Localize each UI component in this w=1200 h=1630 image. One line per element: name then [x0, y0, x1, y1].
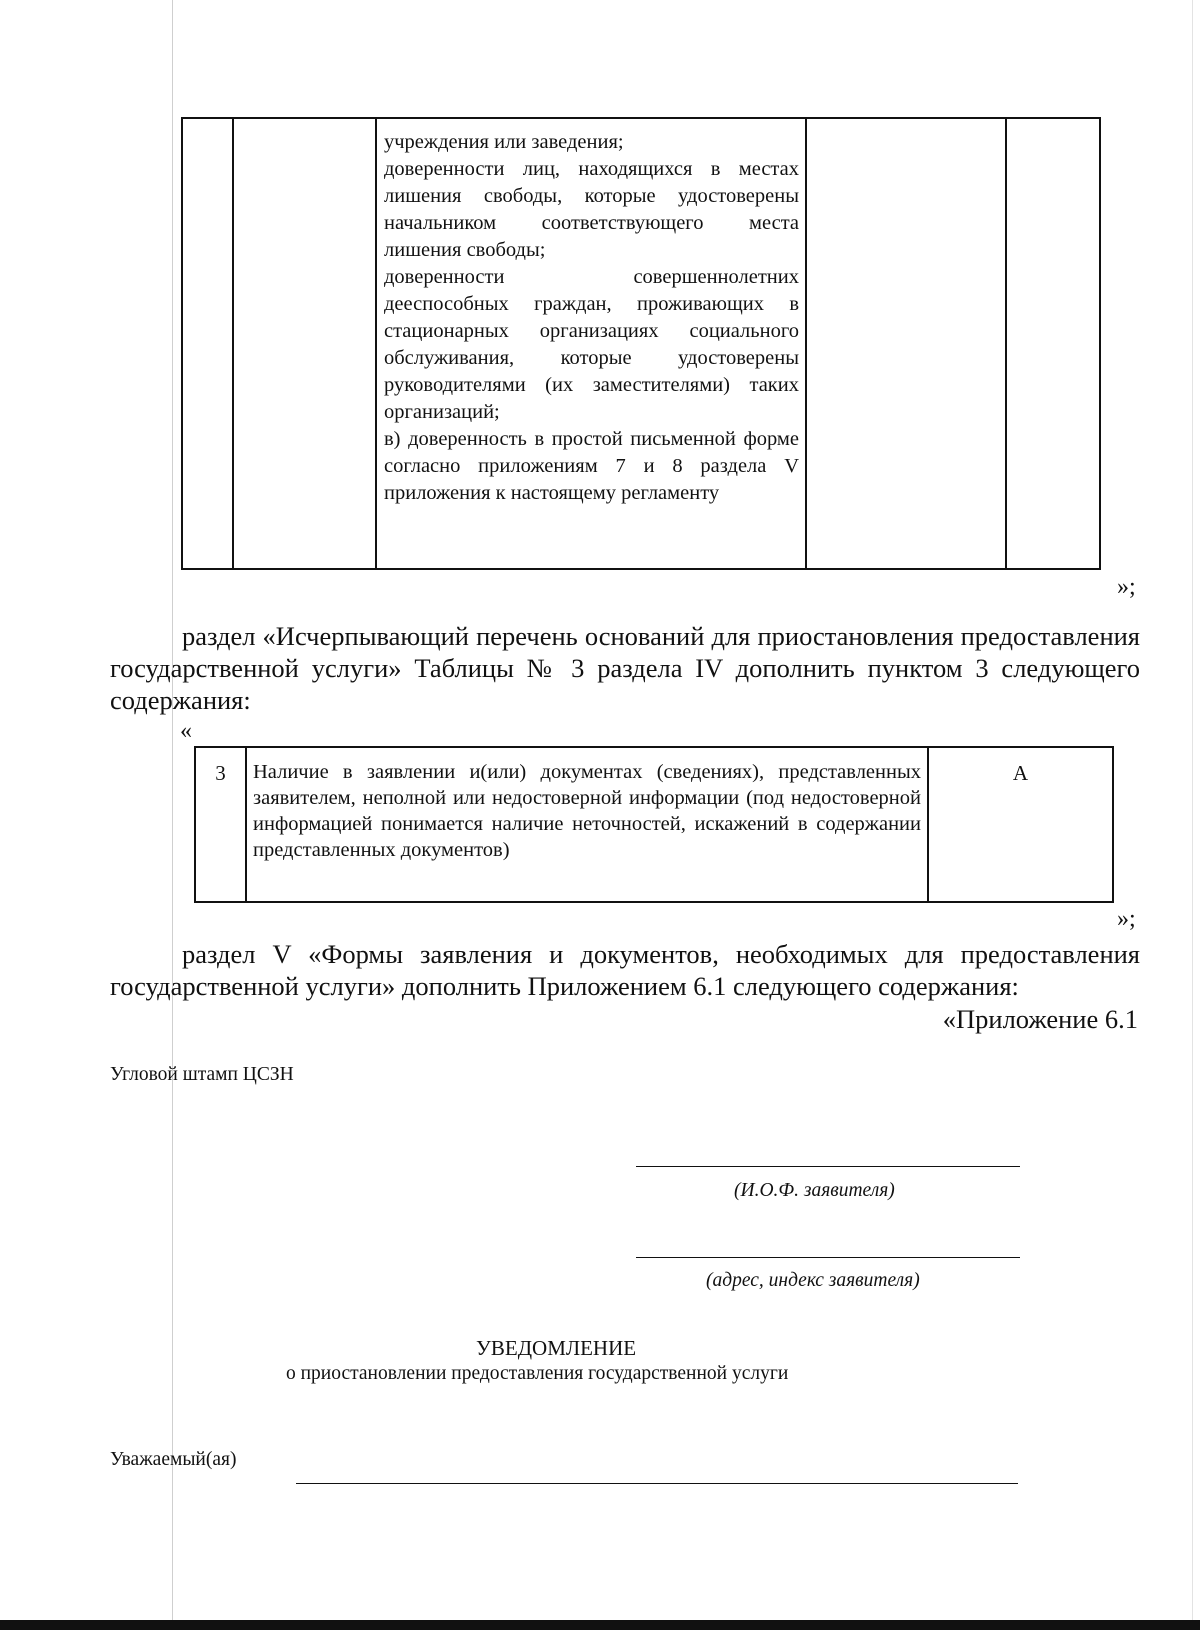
scan-artifact-line	[1192, 0, 1193, 1630]
closing-quote: »;	[1117, 574, 1136, 600]
suspension-grounds-table	[194, 746, 1114, 903]
applicant-address-line	[636, 1257, 1020, 1258]
table-cell-documents-text	[376, 118, 806, 569]
notice-title: УВЕДОМЛЕНИЕ	[476, 1336, 637, 1360]
table-text-line: доверенности лиц, находящихся в местах лишения свободы, которые удостоверены начальником соответствующего места лишения свободы;	[384, 158, 799, 261]
scan-artifact-bottom-edge	[0, 1620, 1200, 1630]
applicant-name-line	[636, 1166, 1020, 1167]
documents-table-continuation	[181, 117, 1101, 570]
table-text-line: в) доверенность в простой письменной форме согласно приложениям 7 и 8 раздела V приложения к настоящему регламенту	[384, 428, 799, 504]
amendment-paragraph-2: раздел V «Формы заявления и документов, необходимых для предоставления государственной услуги» дополнить Приложением 6.1 следующего содержания:	[110, 939, 1140, 1001]
scan-artifact-line	[172, 0, 173, 1630]
amendment-paragraph-1: раздел «Исчерпывающий перечень оснований для приостановления предоставления государственной услуги» Таблицы № 3 раздела IV дополнить пунктом 3 следующего содержания:	[110, 621, 1140, 715]
table-text-line: доверенности совершеннолетних дееспособных граждан, проживающих в стационарных организациях социального обслуживания, которые удостоверены руководителями (их заместителями) таких организаций;	[384, 266, 799, 423]
table-cell-empty	[806, 118, 1006, 569]
opening-quote: «	[180, 718, 192, 744]
salutation-line	[296, 1483, 1018, 1484]
corner-stamp-label: Угловой штамп ЦСЗН	[110, 1064, 294, 1085]
table-text-line: учреждения или заведения;	[384, 131, 624, 153]
table-cell-empty	[233, 118, 376, 569]
applicant-name-caption: (И.О.Ф. заявителя)	[734, 1180, 895, 1201]
appendix-label: «Приложение 6.1	[942, 1004, 1138, 1034]
row-number: 3	[195, 747, 246, 902]
table-cell-empty	[182, 118, 233, 569]
ground-description: Наличие в заявлении и(или) документах (сведениях), представленных заявителем, неполной или недостоверной информации (под недостоверной информацией понимается наличие неточностей, искажений в содержании представленных документов)	[246, 747, 928, 902]
salutation: Уважаемый(ая)	[110, 1449, 237, 1470]
ground-code: А	[928, 747, 1113, 902]
notice-subtitle: о приостановлении предоставления государственной услуги	[286, 1363, 789, 1384]
applicant-address-caption: (адрес, индекс заявителя)	[706, 1270, 920, 1291]
table-cell-empty	[1006, 118, 1100, 569]
closing-quote: »;	[1117, 906, 1136, 932]
